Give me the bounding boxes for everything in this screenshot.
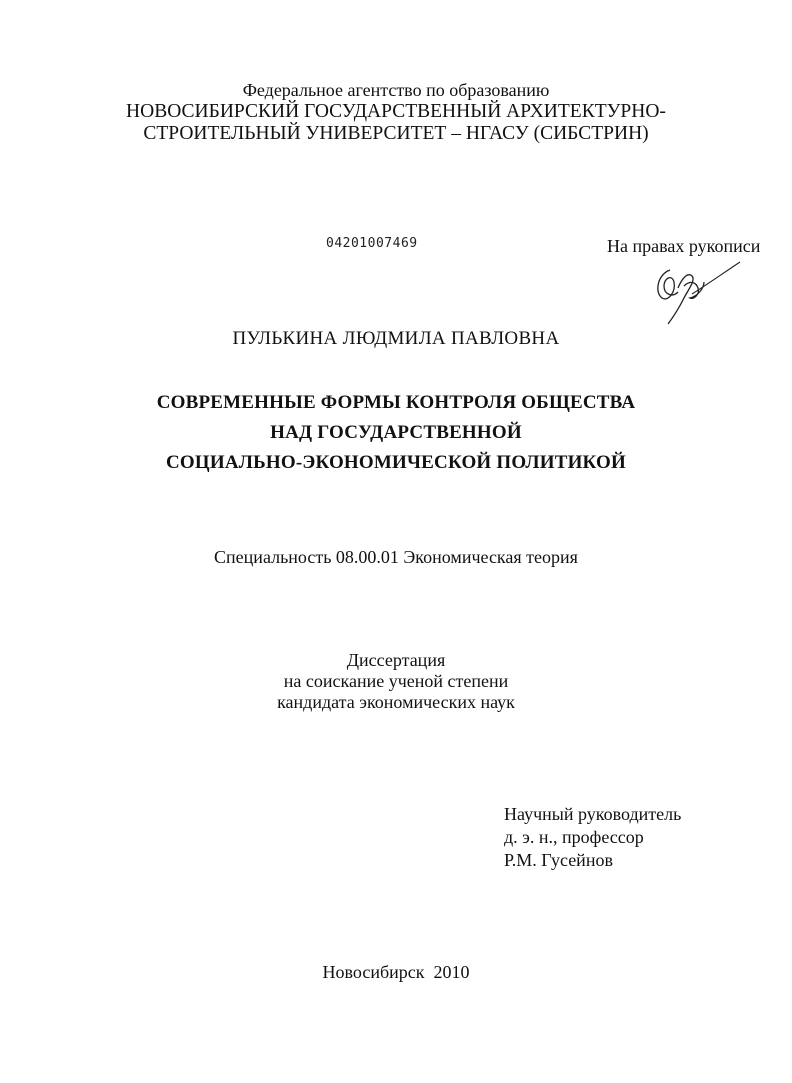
supervisor-block xyxy=(504,803,681,872)
title-line-3: СОЦИАЛЬНО-ЭКОНОМИЧЕСКОЙ ПОЛИТИКОЙ xyxy=(165,452,627,473)
agency-name: Федеральное агентство по образованию xyxy=(242,80,550,100)
dissertation-block xyxy=(0,650,792,713)
university-name xyxy=(0,101,792,145)
registry-number: 04201007469 xyxy=(326,236,418,251)
university-line-1: НОВОСИБИРСКИЙ ГОСУДАРСТВЕННЫЙ АРХИТЕКТУРНО- xyxy=(126,101,666,122)
supervisor-role: Научный руководитель xyxy=(504,804,682,824)
specialty: Специальность 08.00.01 Экономическая теория xyxy=(214,547,578,567)
city-year: Новосибирск 2010 xyxy=(322,962,470,982)
title-line-1: СОВРЕМЕННЫЕ ФОРМЫ КОНТРОЛЯ ОБЩЕСТВА xyxy=(156,392,636,413)
title-line-2: НАД ГОСУДАРСТВЕННОЙ xyxy=(270,422,522,443)
signature-icon xyxy=(648,258,748,328)
dissertation-line-3: кандидата экономических наук xyxy=(277,692,515,712)
dissertation-line-1: Диссертация xyxy=(346,650,446,670)
supervisor-degree: д. э. н., профессор xyxy=(504,827,644,847)
supervisor-name: Р.М. Гусейнов xyxy=(504,850,613,870)
dissertation-line-2: на соискание ученой степени xyxy=(283,671,509,691)
manuscript-rights: На правах рукописи xyxy=(607,236,761,256)
author-name: ПУЛЬКИНА ЛЮДМИЛА ПАВЛОВНА xyxy=(232,328,560,349)
university-line-2: СТРОИТЕЛЬНЫЙ УНИВЕРСИТЕТ – НГАСУ (СИБСТРИН) xyxy=(143,123,649,144)
